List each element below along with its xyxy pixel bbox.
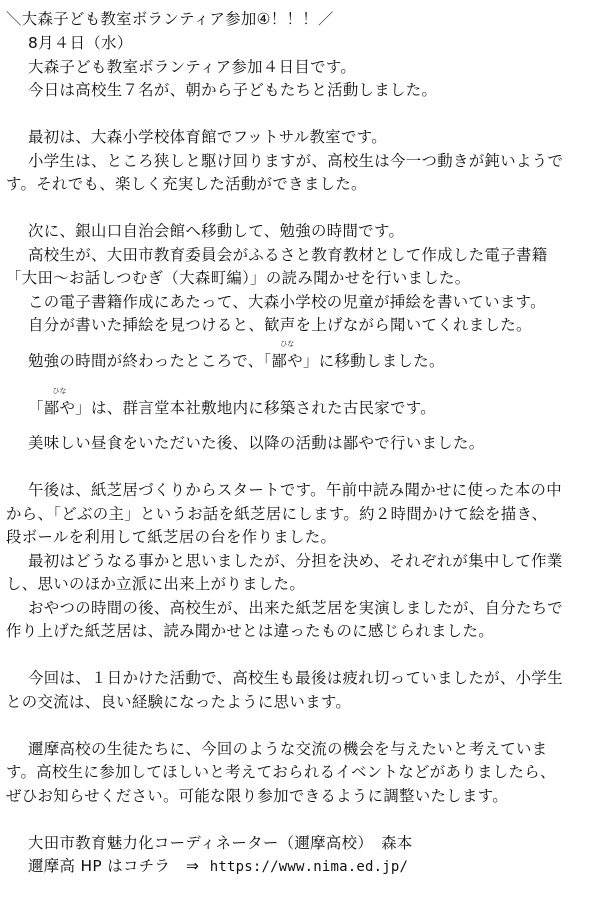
move-line [6,339,606,374]
afternoon-line-2: から、「どぶの主」というお話を紙芝居にします。約２時間かけて絵を描き、 [6,504,548,523]
paragraph-gap [6,197,606,221]
date-line: 8月４日（水） [28,34,133,52]
futsal-line-2: 小学生は、ところ狭しと駆け回りますが、高校生は今一つ動きが鈍いようで [28,151,564,170]
study-line-2: 高校生が、大田市教育委員会がふるさと教育教材として作成した電子書籍 [28,245,548,264]
afternoon-line-1: 午後は、紙芝居づくりからスタートです。午前中読み聞かせに使った本の中 [28,481,562,499]
study-line-1: 次に、銀山口自治会館へ移動して、勉強の時間です。 [28,222,405,240]
homepage-label: 邇摩高 HP はコチラ ⇒ [28,857,200,875]
afternoon-line-6: おやつの時間の後、高校生が、出来た紙芝居を実演しましたが、自分たちで [28,598,564,617]
afternoon-line-7: 作り上げた紙芝居は、読み聞かせとは違ったものに感じられました。 [6,622,494,640]
move-line-after: 」に移動しました。 [303,351,445,370]
paragraph-gap [6,456,606,480]
study-line-3: 「大田～お話しつむぎ（大森町編）」の読み聞かせを行いました。 [6,269,471,287]
intro-line-2: 今日は高校生７名が、朝から子どもたちと活動しました。 [28,81,438,99]
summary-line-1: 今回は、１日かけた活動で、高校生も最後は疲れ切っていましたが、小学生 [28,669,563,687]
paragraph-gap [6,373,606,397]
hinaya-word-text: 鄙や [43,398,76,417]
lunch-line: 美味しい昼食をいただいた後、以降の活動は鄙やで行いました。 [28,434,485,452]
hinaya-line [6,386,606,421]
signature: 大田市教育魅力化コーディネーター（邇摩高校） 森本 [28,833,413,852]
closing-line-1: 邇摩高校の生徒たちに、今回のような交流の機会を与えたいと考えていま [28,739,548,758]
study-line-4: この電子書籍作成にあたって、大森小学校の児童が挿絵を書いています。 [28,292,546,311]
afternoon-line-3: 段ボールを利用して紙芝居の台を作りました。 [6,528,337,546]
paragraph-gap [6,338,606,350]
afternoon-line-5: し、思いのほか立派に出来上がりました。 [6,575,306,593]
futsal-line-1: 最初は、大森小学校体育館でフットサル教室です。 [28,128,387,146]
hinaya-line-before: 「 [28,398,44,417]
afternoon-line-4: 最初はどうなる事かと思いましたが、分担を決め、それぞれが集中して作業 [28,551,563,570]
study-line-5: 自分が書いた挿絵を見つけると、歓声を上げながら聞いてくれました。 [28,316,532,334]
paragraph-gap [6,644,606,668]
hinaya-line-after: 」は、群言堂本社敷地内に移築された古民家です。 [75,398,437,417]
closing-line-3: ぜひお知らせください。可能な限り参加できるように調整いたします。 [6,786,509,805]
hinaya-word [43,386,76,421]
hinaya-word [271,339,304,374]
homepage-line [6,855,606,879]
paragraph-gap [6,808,606,832]
summary-line-2: との交流は、良い経験になったように思います。 [6,692,352,711]
paragraph-gap [6,420,606,432]
page-title: ＼大森子ども教室ボランティア参加④！！！／ [6,10,334,28]
hinaya-furigana: ひな [52,386,67,395]
document-body [6,8,606,879]
closing-line-2: す。高校生に参加してほしいと考えておられるイベントなどがありましたら、 [6,763,556,781]
intro-line-1: 大森子ども教室ボランティア参加４日目です。 [28,57,357,76]
move-line-before: 勉強の時間が終わったところで、「 [28,351,272,370]
futsal-line-3: す。それでも、楽しく充実した活動ができました。 [6,175,367,193]
paragraph-gap [6,714,606,738]
hinaya-furigana: ひな [280,339,295,348]
paragraph-gap [6,103,606,127]
hinaya-word-text: 鄙や [271,351,304,370]
homepage-link[interactable]: https://www.nima.ed.jp/ [209,859,409,875]
